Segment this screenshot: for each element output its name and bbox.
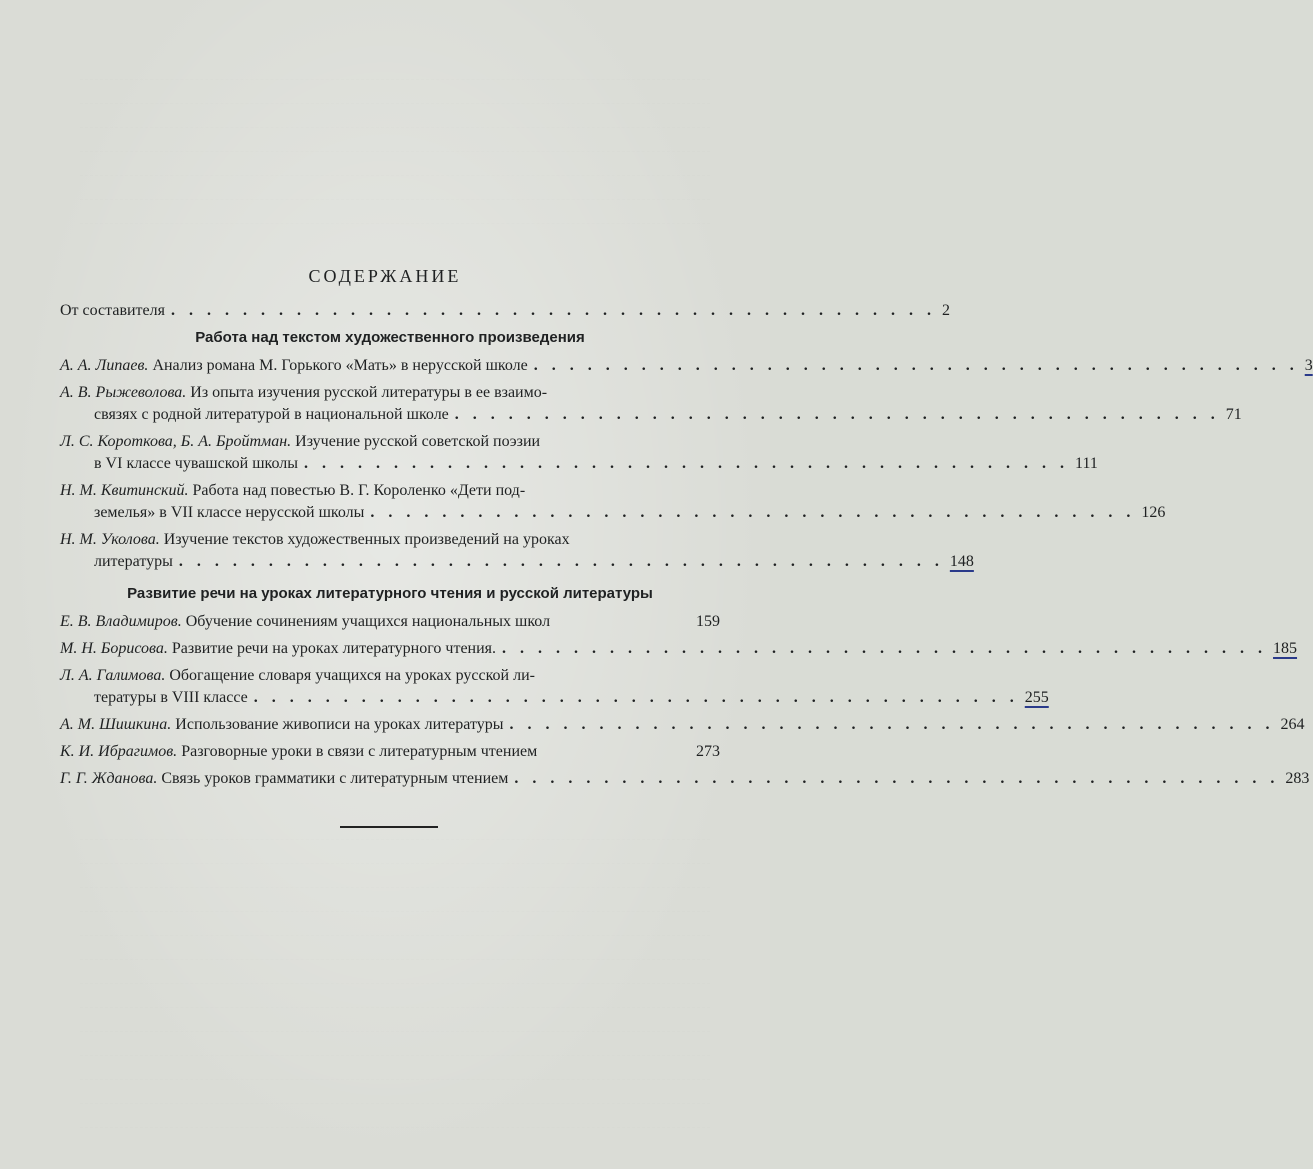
entry-author: Н. М. Уколова. <box>60 531 160 548</box>
entry-title: Обогащение словаря учащихся на уроках русской ли- <box>169 667 535 684</box>
entry-title-continued: земелья» в VII классе нерусской школы <box>94 504 365 521</box>
entry-title: Обучение сочинениям учащихся национальных школ <box>185 613 551 630</box>
entry-author: Е. В. Владимиров. <box>60 613 182 630</box>
toc-entry[interactable] <box>60 480 1166 524</box>
entry-title: Работа над повестью В. Г. Короленко «Дети под- <box>192 482 526 499</box>
leader-dots: . . . . . . . . . . . . . . . . . . . . . . . . . . . . . . . . . . . . . . . . . . . <box>171 302 936 319</box>
toc-entry[interactable] <box>60 529 974 573</box>
toc-entry[interactable] <box>60 382 1242 426</box>
horizontal-rule <box>340 826 438 828</box>
leader-dots: . . . . . . . . . . . . . . . . . . . . . . . . . . . . . . . . . . . . . . . . . . . <box>178 553 944 570</box>
leader-dots: . . . . . . . . . . . . . . . . . . . . . . . . . . . . . . . . . . . . . . . . . . . <box>514 770 1280 787</box>
toc-entry[interactable] <box>60 768 1310 790</box>
entry-author: Г. Г. Жданова. <box>60 770 158 787</box>
entry-title-continued: тературы в VIII классе <box>94 689 248 706</box>
entry-author: А. А. Липаев. <box>60 357 149 374</box>
leader-dots: . . . . . . . . . . . . . . . . . . . . . . . . . . . . . . . . . . . . . . . . . . . <box>509 716 1275 733</box>
toc-entry[interactable] <box>60 431 1098 475</box>
toc-entry[interactable] <box>60 355 1313 377</box>
entry-title: Использование живописи на уроках литературы <box>175 716 504 733</box>
entry-author: Н. М. Квитинский. <box>60 482 189 499</box>
section-title: Развитие речи на уроках литературного чтения и русской литературы <box>127 585 653 602</box>
entry-title: Изучение текстов художественных произведений на уроках <box>163 531 570 548</box>
page-number: 283 <box>1285 770 1310 787</box>
page-number: 126 <box>1141 504 1166 521</box>
entry-title: Изучение русской советской поэзии <box>295 433 541 450</box>
toc-entry[interactable] <box>60 611 720 633</box>
leader-dots: . . . . . . . . . . . . . . . . . . . . . . . . . . . . . . . . . . . . . . . . . . . <box>454 406 1220 423</box>
entry-title: От составителя <box>60 302 165 319</box>
table-of-contents <box>60 300 1313 795</box>
page-number: 148 <box>949 553 974 570</box>
page-number: 2 <box>942 302 950 319</box>
toc-entry[interactable] <box>60 638 1298 660</box>
entry-title-continued: литературы <box>94 553 173 570</box>
toc-entry-preface[interactable] <box>60 300 950 322</box>
entry-author: А. М. Шишкина. <box>60 716 172 733</box>
page-number: 111 <box>1075 455 1098 472</box>
section-title: Работа над текстом художественного произведения <box>195 329 585 346</box>
page-title: СОДЕРЖАНИЕ <box>308 266 462 286</box>
entry-title: Связь уроков грамматики с литературным чтением <box>161 770 509 787</box>
page-number: 255 <box>1024 689 1049 706</box>
toc-entry[interactable] <box>60 714 1305 736</box>
leader-dots: . . . . . . . . . . . . . . . . . . . . . . . . . . . . . . . . . . . . . . . . . . . <box>253 689 1019 706</box>
entry-title: Из опыта изучения русской литературы в ее взаимо- <box>190 384 548 401</box>
leader-dots: . . . . . . . . . . . . . . . . . . . . . . . . . . . . . . . . . . . . . . . . . . . <box>502 640 1268 657</box>
entry-title-continued: связях с родной литературой в национальной школе <box>94 406 449 423</box>
toc-entry[interactable] <box>60 665 1049 709</box>
leader-dots: . . . . . . . . . . . . . . . . . . . . . . . . . . . . . . . . . . . . . . . . . . . <box>370 504 1136 521</box>
entry-author: А. В. Рыжеволова. <box>60 384 187 401</box>
entry-title: Разговорные уроки в связи с литературным чтением <box>181 743 538 760</box>
page-number: 71 <box>1225 406 1242 423</box>
entry-author: М. Н. Борисова. <box>60 640 168 657</box>
entry-title: Анализ романа М. Горького «Мать» в нерусской школе <box>152 357 528 374</box>
entry-author: Л. С. Короткова, Б. А. Бройтман. <box>60 433 292 450</box>
entry-title: Развитие речи на уроках литературного чтения. <box>171 640 497 657</box>
leader-dots: . . . . . . . . . . . . . . . . . . . . . . . . . . . . . . . . . . . . . . . . . . . <box>533 357 1299 374</box>
bleed-through-text <box>80 60 710 228</box>
page-number: 185 <box>1273 640 1298 657</box>
page-number: 159 <box>696 613 720 630</box>
toc-entry[interactable] <box>60 741 720 763</box>
page-number: 264 <box>1280 716 1305 733</box>
bleed-through-text <box>80 820 710 1132</box>
page-number: 3 <box>1304 357 1313 374</box>
entry-title-continued: в VI классе чувашской школы <box>94 455 299 472</box>
entry-author: Л. А. Галимова. <box>60 667 166 684</box>
page-number: 273 <box>696 743 720 760</box>
leader-dots: . . . . . . . . . . . . . . . . . . . . . . . . . . . . . . . . . . . . . . . . . . . <box>304 455 1070 472</box>
entry-author: К. И. Ибрагимов. <box>60 743 178 760</box>
